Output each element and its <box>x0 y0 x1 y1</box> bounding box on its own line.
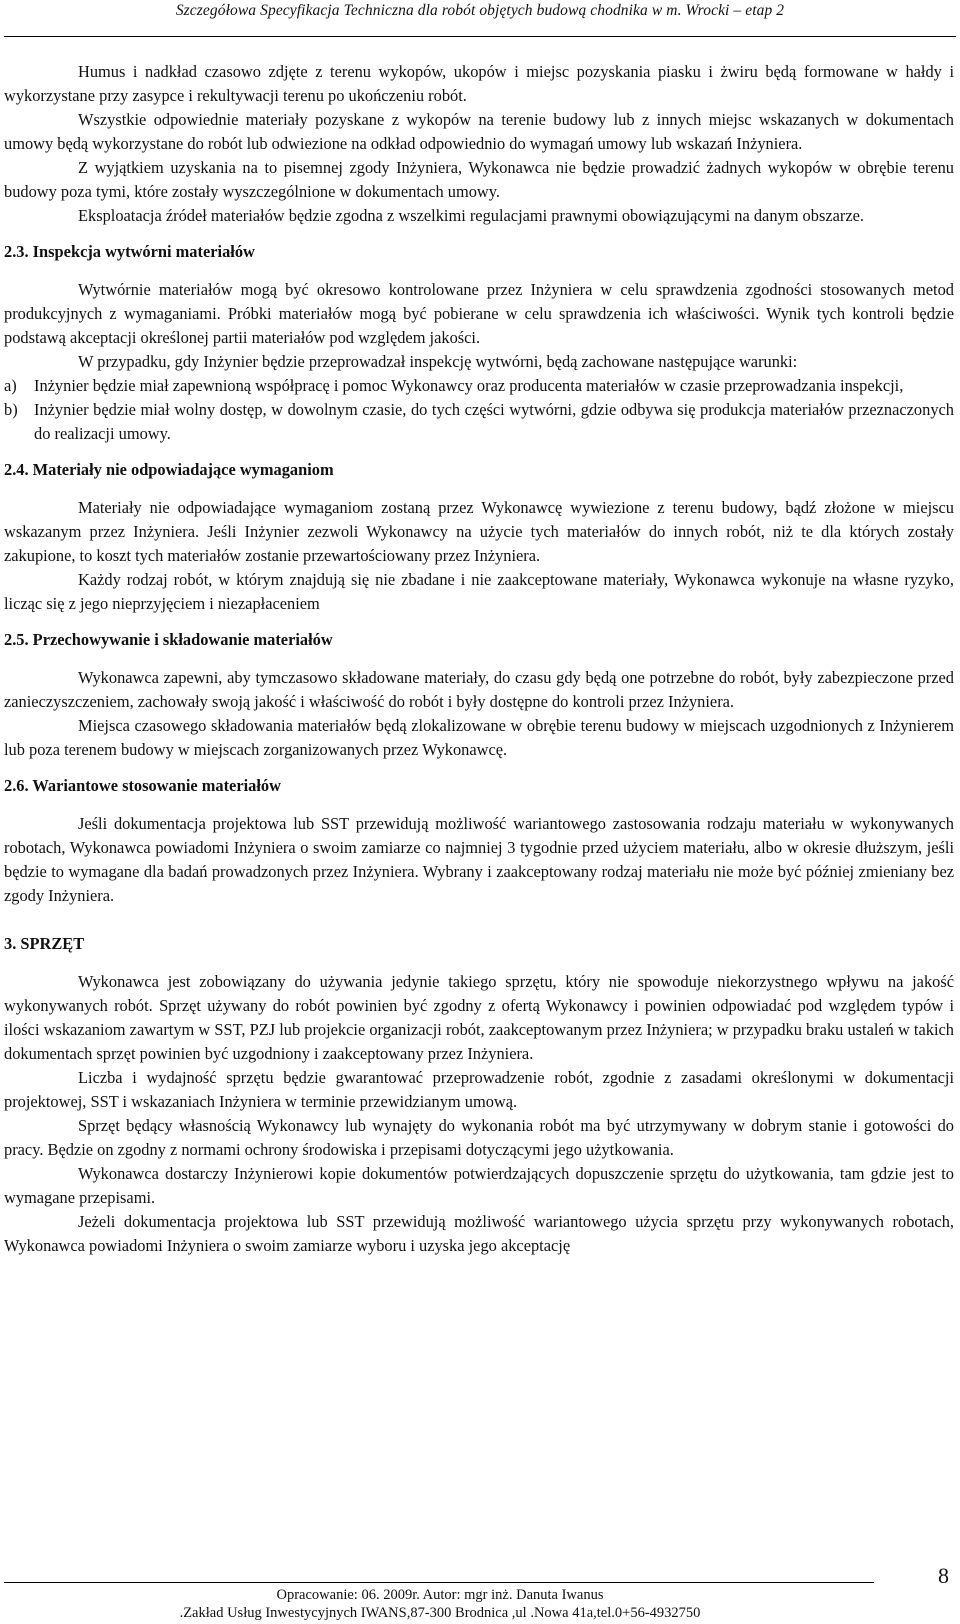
paragraph: Wytwórnie materiałów mogą być okresowo kontrolowane przez Inżyniera w celu sprawdzenia zgodności stosowanych metod produkcyjnych z wymaganiami. Próbki materiałów mogą być pobierane w celu sprawdzenia ich właściwości. Wynik tych kontroli będzie podstawą akceptacji określonej partii materiałów pod względem jakości. <box>4 280 954 347</box>
footer-company: .Zakład Usług Inwestycyjnych IWANS,87-300 Brodnica ,ul .Nowa 41a,tel.0+56-4932750 <box>179 1605 701 1621</box>
paragraph: Z wyjątkiem uzyskania na to pisemnej zgody Inżyniera, Wykonawca nie będzie prowadzić żadnych wykopów w obrębie terenu budowy poza tymi, które zostały wyszczególnione w dokumentach umowy. <box>4 158 954 201</box>
paragraph: Wykonawca jest zobowiązany do używania jedynie takiego sprzętu, który nie spowoduje niekorzystnego wpływu na jakość wykonywanych robót. Sprzęt używany do robót powinien być zgodny z ofertą Wykonawcy i powinien odpowiadać pod względem typów i ilości wskazaniom zawartym w SST, PZJ lub projekcie organizacji robót, zaakceptowanym przez Inżyniera; w przypadku braku ustaleń w takich dokumentach sprzęt powinien być uzgodniony i zaakceptowany przez Inżyniera. <box>4 972 954 1063</box>
header-rule <box>4 36 956 37</box>
section-heading-2-4: 2.4. Materiały nie odpowiadające wymaganiom <box>4 460 334 479</box>
paragraph: Jeżeli dokumentacja projektowa lub SST przewidują możliwość wariantowego użycia sprzętu przy wykonywanych robotach, Wykonawca powiadomi Inżyniera o swoim zamiarze wyboru i uzyska jego akceptację <box>4 1212 954 1255</box>
page-number: 8 <box>938 1563 949 1588</box>
section-heading-2-3: 2.3. Inspekcja wytwórni materiałów <box>4 242 255 261</box>
list-item <box>4 398 954 446</box>
list-marker: a) <box>4 376 17 395</box>
paragraph: Wykonawca zapewni, aby tymczasowo składowane materiały, do czasu gdy będą one potrzebne do robót, były zabezpieczone przed zanieczyszczeniem, zachowały swoją jakość i właściwość do robót i były dostępne do kontroli przez Inżyniera. <box>4 668 954 711</box>
section-heading-2-6: 2.6. Wariantowe stosowanie materiałów <box>4 776 281 795</box>
section-heading-3: 3. SPRZĘT <box>4 934 85 953</box>
footer-rule <box>4 1582 874 1583</box>
document-body <box>4 60 954 1258</box>
paragraph: Humus i nadkład czasowo zdjęte z terenu wykopów, ukopów i miejsc pozyskania piasku i żwiru będą formowane w hałdy i wykorzystane przy zasypce i rekultywacji terenu po ukończeniu robót. <box>4 62 954 105</box>
paragraph: Sprzęt będący własnością Wykonawcy lub wynajęty do wykonania robót ma być utrzymywany w dobrym stanie i gotowości do pracy. Będzie on zgodny z normami ochrony środowiska i przepisami dotyczącymi jego użytkowania. <box>4 1116 954 1159</box>
list-item <box>4 374 954 398</box>
paragraph: Miejsca czasowego składowania materiałów będą zlokalizowane w obrębie terenu budowy w miejscach uzgodnionych z Inżynierem lub poza terenem budowy w miejscach zorganizowanych przez Wykonawcę. <box>4 716 954 759</box>
list-text: Inżynier będzie miał wolny dostęp, w dowolnym czasie, do tych części wytwórni, gdzie odbywa się produkcja materiałów przeznaczonych do realizacji umowy. <box>34 400 954 443</box>
paragraph: Wszystkie odpowiednie materiały pozyskane z wykopów na terenie budowy lub z innych miejsc wskazanych w dokumentach umowy będą wykorzystane do robót lub odwiezione na odkład odpowiednio do wymagań umowy lub wskazań Inżyniera. <box>4 110 954 153</box>
paragraph: Jeśli dokumentacja projektowa lub SST przewidują możliwość wariantowego zastosowania rodzaju materiału w wykonywanych robotach, Wykonawca powiadomi Inżyniera o swoim zamiarze co najmniej 3 tygodnie przed użyciem materiału, albo w okresie dłuższym, jeśli będzie to wymagane dla badań prowadzonych przez Inżyniera. Wybrany i zaakceptowany rodzaj materiału nie może być później zmieniany bez zgody Inżyniera. <box>4 814 954 905</box>
list-text: Inżynier będzie miał zapewnioną współpracę i pomoc Wykonawcy oraz producenta materiałów w czasie przeprowadzania inspekcji, <box>34 376 904 395</box>
footer-author: Opracowanie: 06. 2009r. Autor: mgr inż. Danuta Iwanus <box>276 1587 604 1603</box>
paragraph: Eksploatacja źródeł materiałów będzie zgodna z wszelkimi regulacjami prawnymi obowiązującymi na danym obszarze. <box>78 206 864 225</box>
paragraph: Wykonawca dostarczy Inżynierowi kopie dokumentów potwierdzających dopuszczenie sprzętu do użytkowania, tam gdzie jest to wymagane przepisami. <box>4 1164 954 1207</box>
list-marker: b) <box>4 400 18 419</box>
paragraph: W przypadku, gdy Inżynier będzie przeprowadzał inspekcję wytwórni, będą zachowane następujące warunki: <box>78 352 798 371</box>
paragraph: Materiały nie odpowiadające wymaganiom zostaną przez Wykonawcę wywiezione z terenu budowy, bądź złożone w miejscu wskazanym przez Inżyniera. Jeśli Inżynier zezwoli Wykonawcy na użycie tych materiałów do innych robót, niż te dla których zostały zakupione, to koszt tych materiałów zostanie przewartościowany przez Inżyniera. <box>4 498 954 565</box>
paragraph: Każdy rodzaj robót, w którym znajdują się nie zbadane i nie zaakceptowane materiały, Wykonawca wykonuje na własne ryzyko, licząc się z jego nieprzyjęciem i niezapłaceniem <box>4 570 954 613</box>
running-header: Szczegółowa Specyfikacja Techniczna dla robót objętych budową chodnika w m. Wrocki – etap 2 <box>175 2 785 19</box>
paragraph: Liczba i wydajność sprzętu będzie gwarantować przeprowadzenie robót, zgodnie z zasadami określonymi w dokumentacji projektowej, SST i wskazaniach Inżyniera w terminie przewidzianym umową. <box>4 1068 954 1111</box>
section-heading-2-5: 2.5. Przechowywanie i składowanie materiałów <box>4 630 333 649</box>
